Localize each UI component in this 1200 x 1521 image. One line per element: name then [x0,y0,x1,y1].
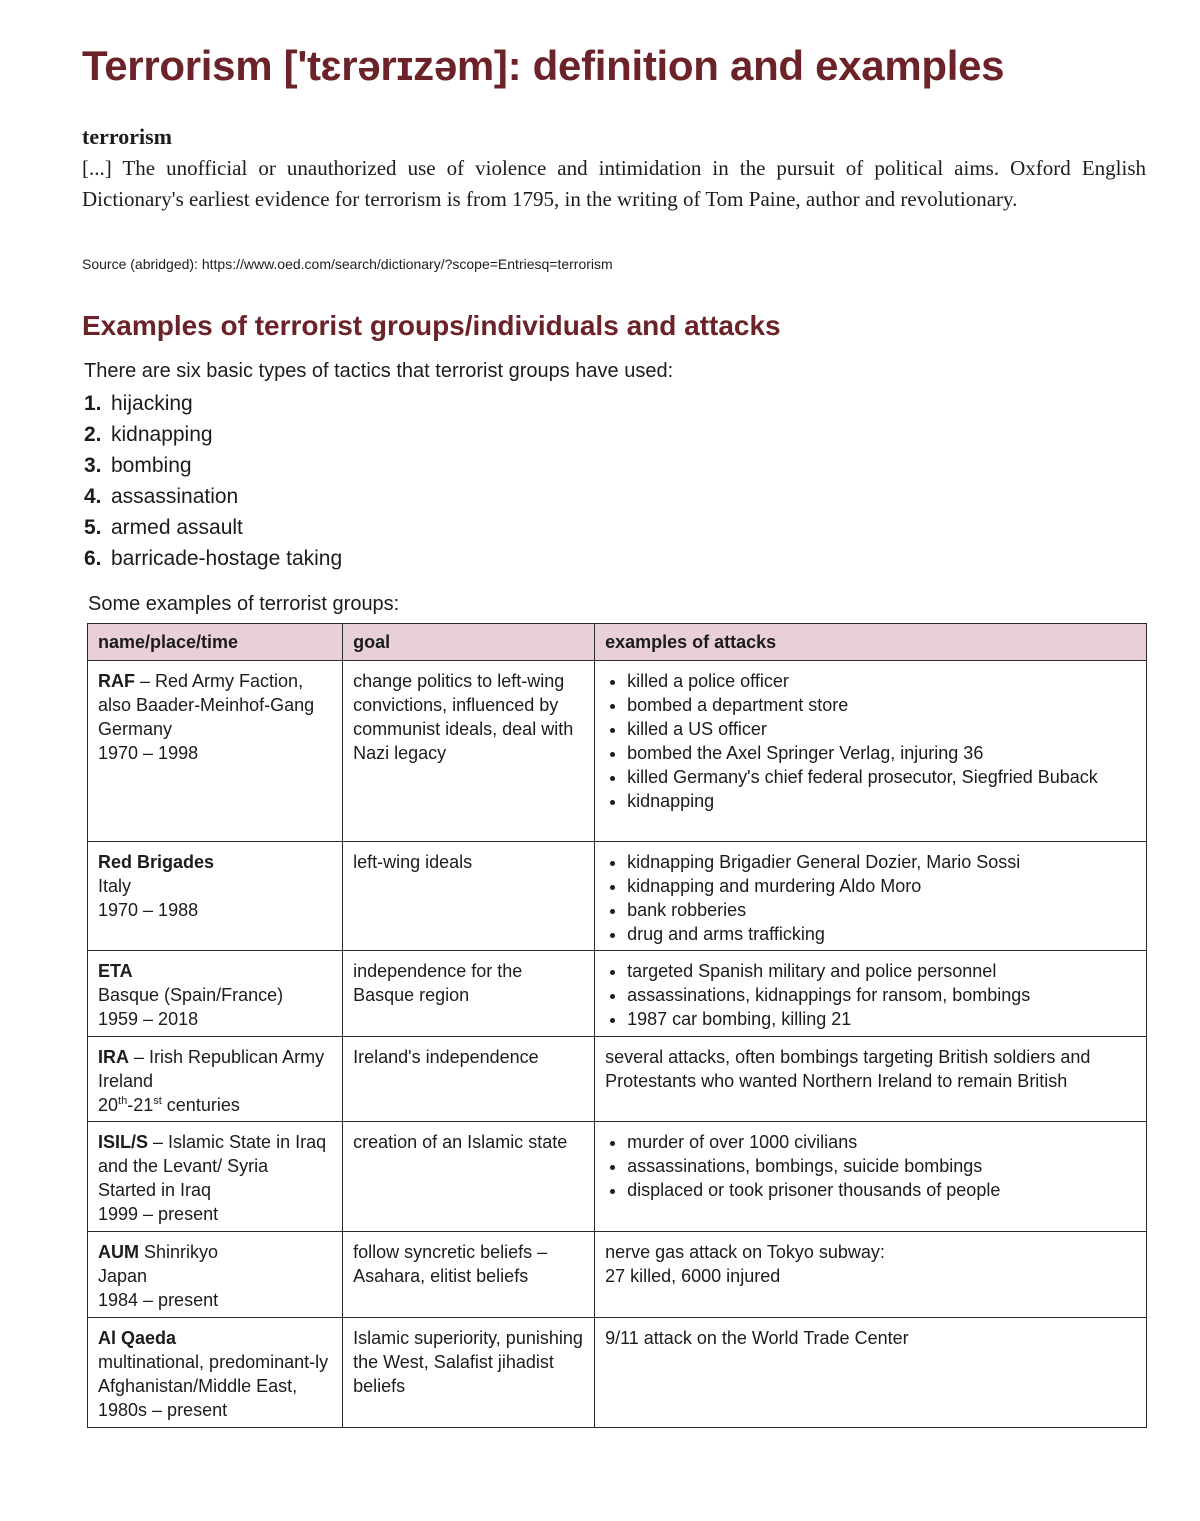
attacks-cell: several attacks, often bombings targeting British soldiers and Protestants who wanted Northern Ireland to remain British [595,1037,1147,1122]
attack-item: • bombed the Axel Springer Verlag, injuring 36 [627,741,1136,765]
tactic-item: 6. barricade-hostage taking [84,547,343,570]
group-place: multinational, predominant-ly Afghanistan/Middle East, [98,1352,329,1396]
goal-cell: left-wing ideals [343,842,595,951]
attacks-cell [595,951,1147,1037]
tactics-intro: There are six basic types of tactics that terrorist groups have used: [84,360,674,382]
group-time: 1970 – 1988 [98,900,199,920]
group-time: 1999 – present [98,1204,219,1224]
group-name: Al Qaeda [98,1328,177,1348]
table-row [88,1122,1147,1232]
attack-item: • bank robberies [627,898,1136,922]
group-place: Started in Iraq [98,1180,212,1200]
table-row [88,661,1147,842]
page-title: Terrorism ['tɛrərɪzəm]: definition and examples [82,42,1005,89]
attacks-cell: 9/11 attack on the World Trade Center [595,1318,1147,1428]
group-time: 20th-21st centuries [98,1095,240,1115]
attacks-cell: nerve gas attack on Tokyo subway: 27 killed, 6000 injured [595,1232,1147,1318]
column-header: goal [343,624,595,661]
attack-item: • assassinations, bombings, suicide bombings [627,1154,1136,1178]
terrorist-groups-table [87,623,1147,1428]
attack-item: • kidnapping [627,789,1136,813]
definition-term: terrorism [82,124,172,149]
group-place: Japan [98,1266,148,1286]
column-header: name/place/time [88,624,343,661]
attack-item: • killed a police officer [627,669,1136,693]
goal-cell: Ireland's independence [343,1037,595,1122]
group-cell [88,1318,343,1428]
group-place: Italy [98,876,132,896]
tactic-item: 1. hijacking [84,392,193,415]
table-row [88,1232,1147,1318]
tactic-item: 2. kidnapping [84,423,213,446]
group-name: Red Brigades [98,852,215,872]
definition-source: Source (abridged): https://www.oed.com/search/dictionary/?scope=Entriesq=terrorism [82,256,613,272]
definition-text: [...] The unofficial or unauthorized use of violence and intimidation in the pursuit of political aims. Oxford English Dictionary's earliest evidence for terrorism is from 1795, in the writing of Tom Paine, author and revolutionary. [82,156,1146,211]
tactic-item: 3. bombing [84,454,192,477]
tactic-item: 4. assassination [84,485,239,508]
attack-item: • 1987 car bombing, killing 21 [627,1007,1136,1031]
table-row [88,1318,1147,1428]
group-name: IRA [98,1047,129,1067]
goal-cell: creation of an Islamic state [343,1122,595,1232]
tactic-item: 5. armed assault [84,516,243,539]
group-time: 1980s – present [98,1400,228,1420]
group-time: 1970 – 1998 [98,743,199,763]
group-cell [88,842,343,951]
attack-item: • murder of over 1000 civilians [627,1130,1136,1154]
attack-item: • displaced or took prisoner thousands of people [627,1178,1136,1202]
group-time: 1984 – present [98,1290,219,1310]
group-time: 1959 – 2018 [98,1009,199,1029]
table-row [88,951,1147,1037]
group-cell: ISIL/S – Islamic State in Iraq and the Levant/ Syria Started in Iraq 1999 – present [88,1122,343,1232]
table-caption: Some examples of terrorist groups: [88,593,400,615]
group-cell: RAF – Red Army Faction, also Baader-Meinhof-Gang Germany 1970 – 1998 [88,661,343,842]
goal-cell: independence for the Basque region [343,951,595,1037]
goal-cell: change politics to left-wing convictions, influenced by communist ideals, deal with Nazi legacy [343,661,595,842]
table-row [88,1037,1147,1122]
attack-item: • killed a US officer [627,717,1136,741]
attack-item: • kidnapping and murdering Aldo Moro [627,874,1136,898]
attack-item: • bombed a department store [627,693,1136,717]
group-place: Germany [98,719,173,739]
section-heading: Examples of terrorist groups/individuals and attacks [82,310,781,341]
group-place: Basque (Spain/France) [98,985,284,1005]
attack-item: • killed Germany's chief federal prosecutor, Siegfried Buback [627,765,1136,789]
group-place: Ireland [98,1071,154,1091]
group-name: AUM [98,1242,139,1262]
attacks-cell [595,842,1147,951]
group-cell: IRA – Irish Republican Army Ireland 20th-21st centuries [88,1037,343,1122]
attack-item: • drug and arms trafficking [627,922,1136,946]
group-name: ETA [98,961,133,981]
group-cell [88,951,343,1037]
attack-item: • targeted Spanish military and police personnel [627,959,1136,983]
group-name: ISIL/S [98,1132,149,1152]
group-name: RAF [98,671,135,691]
column-header: examples of attacks [595,624,1147,661]
tactics-list [84,388,342,574]
goal-cell: follow syncretic beliefs – Asahara, elitist beliefs [343,1232,595,1318]
attack-item: • assassinations, kidnappings for ransom, bombings [627,983,1136,1007]
attacks-cell [595,661,1147,842]
goal-cell: Islamic superiority, punishing the West, Salafist jihadist beliefs [343,1318,595,1428]
group-cell: AUM Shinrikyo Japan 1984 – present [88,1232,343,1318]
attack-item: • kidnapping Brigadier General Dozier, Mario Sossi [627,850,1136,874]
table-row [88,842,1147,951]
table-header-row [88,624,1147,661]
attacks-cell [595,1122,1147,1232]
